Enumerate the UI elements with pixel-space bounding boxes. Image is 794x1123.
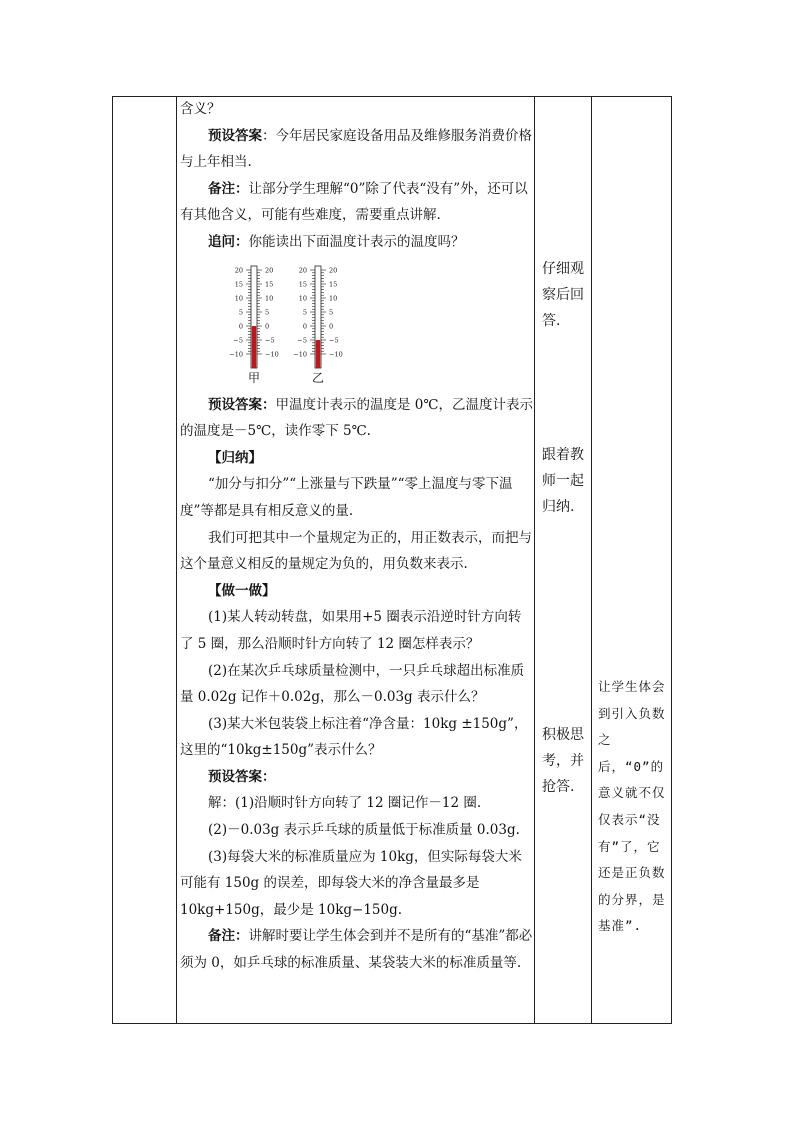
tick-label: 5 [329,308,334,317]
practice-heading: 【做一做】 [208,582,276,599]
design-intent: 让学生体会到引入负数之后，“0”的意义就不仅仅表示“没有”了，它还是正负数的分界，是基准”. [598,679,666,934]
tick-label: −5 [329,336,339,345]
solution-2: (2)－0.03g 表示乒乓球的质量低于标准质量 0.03g. [208,822,520,839]
tick-label: 20 [265,266,274,275]
table-divider-1 [176,96,177,1024]
mercury-column [316,340,320,368]
thermometer-label: 甲 [247,371,261,385]
tick-label: 20 [298,266,307,275]
tick-label: 15 [234,280,243,289]
preset-answer-1: 预设答案：今年居民家庭设备用品及维修服务消费价格与上年相当. [180,127,532,171]
tick-label: 15 [298,280,307,289]
tick-label: 10 [265,294,274,303]
summary-paragraph-2: 我们可把其中一个量规定为正的，用正数表示，而把与这个量意义相反的量规定为负的，用负数来表示. [180,529,532,573]
tick-label: 10 [329,294,338,303]
practice-question-3: (3)某大米包装袋上标注着“净含量：10kg ±150g”，这里的“10kg±150g”表示什么？ [180,715,528,759]
student-activity-2: 跟着教师一起归纳. [542,447,584,515]
tick-label: 0 [265,322,270,331]
table-divider-2 [534,96,535,1024]
summary-heading: 【归纳】 [208,449,262,466]
thermometer-figure [229,264,352,388]
student-activity-1: 仔细观察后回答. [542,261,584,329]
thermometer-label: 乙 [311,371,325,385]
practice-question-2: (2)在某次乒乓球质量检测中，一只乒乓球超出标准质量 0.02g 记作＋0.02g，那么－0.03g 表示什么？ [180,662,525,706]
preset-answer-3-label: 预设答案： [208,768,276,785]
teaching-content-column [180,96,534,977]
tick-label: −10 [229,350,243,359]
table-border-right [671,96,672,1024]
tick-label: 15 [329,280,338,289]
tick-label: −5 [233,336,243,345]
tick-label: −5 [297,336,307,345]
student-activity-3: 积极思考，并抢答. [542,727,584,795]
tick-label: −10 [293,350,307,359]
tick-label: 0 [302,322,307,331]
tick-label: −5 [265,336,275,345]
tick-label: 10 [298,294,307,303]
lesson-table [112,96,672,1024]
note-2: 备注：讲解时要让学生体会到并不是所有的“基准”都必须为 0，如乒乓球的标准质量、某袋装大米的标准质量等. [180,928,533,972]
solution-1: 解：(1)沿顺时针方向转了 12 圈记作－12 圈. [208,795,482,812]
note-1: 备注：让部分学生理解“0”除了代表“没有”外，还可以有其他含义，可能有些难度，需要重点讲解. [180,180,528,224]
table-border-bottom [112,1023,672,1024]
text-line: 含义？ [180,101,221,117]
tick-label: 20 [234,266,243,275]
tick-label: −10 [265,350,279,359]
preset-answer-2: 预设答案：甲温度计表示的温度是 0℃，乙温度计表示的温度是－5℃，读作零下 5℃. [180,396,533,440]
tick-label: 15 [265,280,274,289]
thermometer-graphic [229,264,352,388]
tick-label: 5 [238,308,243,317]
tick-label: 5 [302,308,307,317]
tick-label: 0 [238,322,243,331]
table-divider-3 [591,96,592,1024]
follow-up-question: 追问：你能读出下面温度计表示的温度吗？ [208,233,465,250]
tick-label: 5 [265,308,270,317]
table-border-left [112,96,113,1024]
summary-paragraph-1: “加分与扣分”“上涨量与下跌量”“零上温度与零下温度”等都是具有相反意义的量. [180,476,513,519]
solution-3: (3)每袋大米的标准质量应为 10kg，但实际每袋大米可能有 150g 的误差，即每袋大米的净含量最多是 10kg+150g，最少是 10kg−150g. [180,848,522,918]
tick-label: 0 [329,322,334,331]
tick-label: 20 [329,266,338,275]
mercury-column [252,326,256,368]
tick-label: −10 [329,350,343,359]
tick-label: 10 [234,294,243,303]
practice-question-1: (1)某人转动转盘，如果用+5 圈表示沿逆时针方向转了 5 圈，那么沿顺时针方向转了 12 圈怎样表示？ [180,609,522,652]
